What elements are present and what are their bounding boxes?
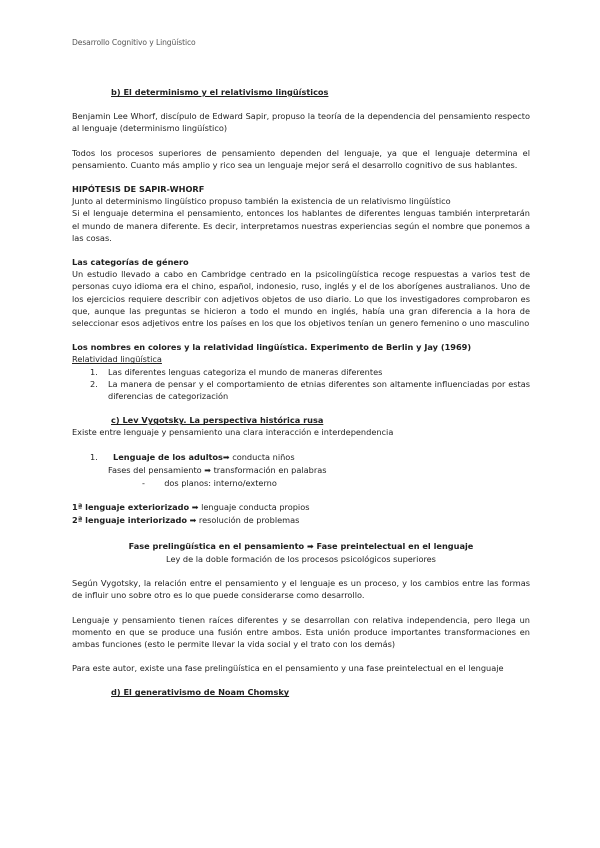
- planes-text: dos planos: interno/externo: [164, 478, 277, 489]
- dash-bullet: -: [142, 478, 145, 489]
- hypothesis-line: Junto al determinismo lingüístico propuso también la existencia de un relativismo lingüístico: [72, 196, 451, 207]
- hypothesis-title: HIPÓTESIS DE SAPIR-WHORF: [72, 184, 205, 195]
- right-arrow-icon: ➡: [204, 465, 211, 475]
- document-body: [72, 86, 530, 699]
- phases-heading: [72, 540, 530, 553]
- vygotsky-intro: Existe entre lenguaje y pensamiento una clara interacción e interdependencia: [72, 427, 394, 438]
- language-2-text: resolución de problemas: [198, 515, 300, 526]
- vygotsky-paragraph-2: Lenguaje y pensamiento tienen raíces diferentes y se desarrollan con relativa independencia, pero llega un momento en que se produce una fusión entre ambos. Esta unión produce importantes transformaciones en ambas funciones (esto le permite llevar la vida social y el trato con los demás): [72, 614, 530, 649]
- right-arrow-icon: ➡: [191, 503, 199, 513]
- phase-preintellectual: Fase preintelectual en el lenguaje: [316, 540, 474, 551]
- relativity-list: [72, 366, 530, 403]
- double-formation-law: Ley de la doble formación de los procesos psicológicos superiores: [166, 553, 436, 564]
- language-1-text: lenguaje conducta propios: [201, 502, 310, 513]
- language-2-label: 2ª lenguaje interiorizado: [72, 515, 187, 526]
- adults-result: conducta niños: [232, 451, 295, 462]
- list-text: La manera de pensar y el comportamiento de etnias diferentes son altamente influenciadas por estas diferencias de categorización: [108, 378, 530, 402]
- planes-line: [142, 477, 530, 489]
- section-b-title: b) El determinismo y el relativismo lingüísticos: [111, 87, 329, 97]
- hypothesis-paragraph: Si el lenguaje determina el pensamiento, entonces los hablantes de diferentes lenguas también interpretarán el mundo de manera diferente. Es decir, interpretamos nuestras experiencias según el nombre que ponemos a las cosas.: [72, 208, 530, 243]
- adults-label: Lenguaje de los adultos: [113, 451, 223, 462]
- list-number: 1.: [90, 366, 98, 377]
- language-1-label: 1ª lenguaje exteriorizado: [72, 502, 190, 513]
- list-number: 1.: [90, 451, 98, 462]
- adults-line: [90, 451, 530, 464]
- right-arrow-icon: ➡: [189, 516, 197, 526]
- gender-title: Las categorías de género: [72, 257, 189, 268]
- phases-line: [108, 464, 530, 477]
- vygotsky-paragraph-3: Para este autor, existe una fase prelingüística en el pensamiento y una fase preintelectual en el lenguaje: [72, 663, 504, 674]
- language-2-line: [72, 514, 530, 527]
- page-header: Desarrollo Cognitivo y Lingüístico: [72, 38, 196, 47]
- list-number: 2.: [90, 378, 98, 389]
- colors-title: Los nombres en colores y la relatividad lingüística. Experimento de Berlin y Jay (1969): [72, 342, 472, 353]
- list-text: Las diferentes lenguas categoriza el mundo de maneras diferentes: [108, 366, 383, 377]
- list-item: [72, 366, 530, 378]
- phase-prelinguistic: Fase prelingüística en el pensamiento: [128, 540, 305, 551]
- relativity-label: Relatividad lingüística: [72, 354, 162, 365]
- whorf-paragraph: Benjamin Lee Whorf, discípulo de Edward Sapir, propuso la teoría de la dependencia del pensamiento respecto al lenguaje (determinismo lingüístico): [72, 111, 530, 134]
- list-item: [72, 378, 530, 402]
- phases-result: transformación en palabras: [213, 464, 327, 475]
- right-arrow-icon: ➡: [222, 452, 230, 462]
- section-d-title: d) El generativismo de Noam Chomsky: [111, 687, 290, 698]
- language-1-line: [72, 501, 530, 514]
- section-c-title: c) Lev Vygotsky. La perspectiva histórica rusa: [111, 415, 324, 426]
- phases-label: Fases del pensamiento: [108, 464, 202, 475]
- vygotsky-paragraph-1: Según Vygotsky, la relación entre el pensamiento y el lenguaje es un proceso, y los cambios entre las formas de influir uno sobre otro es lo que puede considerarse como desarrollo.: [72, 578, 530, 601]
- right-arrow-icon: ➡: [306, 541, 314, 551]
- gender-paragraph: Un estudio llevado a cabo en Cambridge centrado en la psicolingüística recoge respuestas a varios test de personas cuyo idioma era el chino, español, indonesio, ruso, inglés y el de los aborígenes australianos. Uno de los ejercicios requiere describir con adjetivos objetos de uso diario. Lo que los investigadores comprobaron es que, aunque las preguntas se hicieron a todo el mundo en inglés, había una gran diferencia a la hora de seleccionar esos adjetivos entre los países en los que los objetivos tenían un genero femenino o uno masculino: [72, 269, 530, 329]
- thought-paragraph: Todos los procesos superiores de pensamiento dependen del lenguaje, ya que el lenguaje determina el pensamiento. Cuanto más amplio y rico sea un lenguaje mejor será el desarrollo cognitivo de sus hablantes.: [72, 147, 530, 170]
